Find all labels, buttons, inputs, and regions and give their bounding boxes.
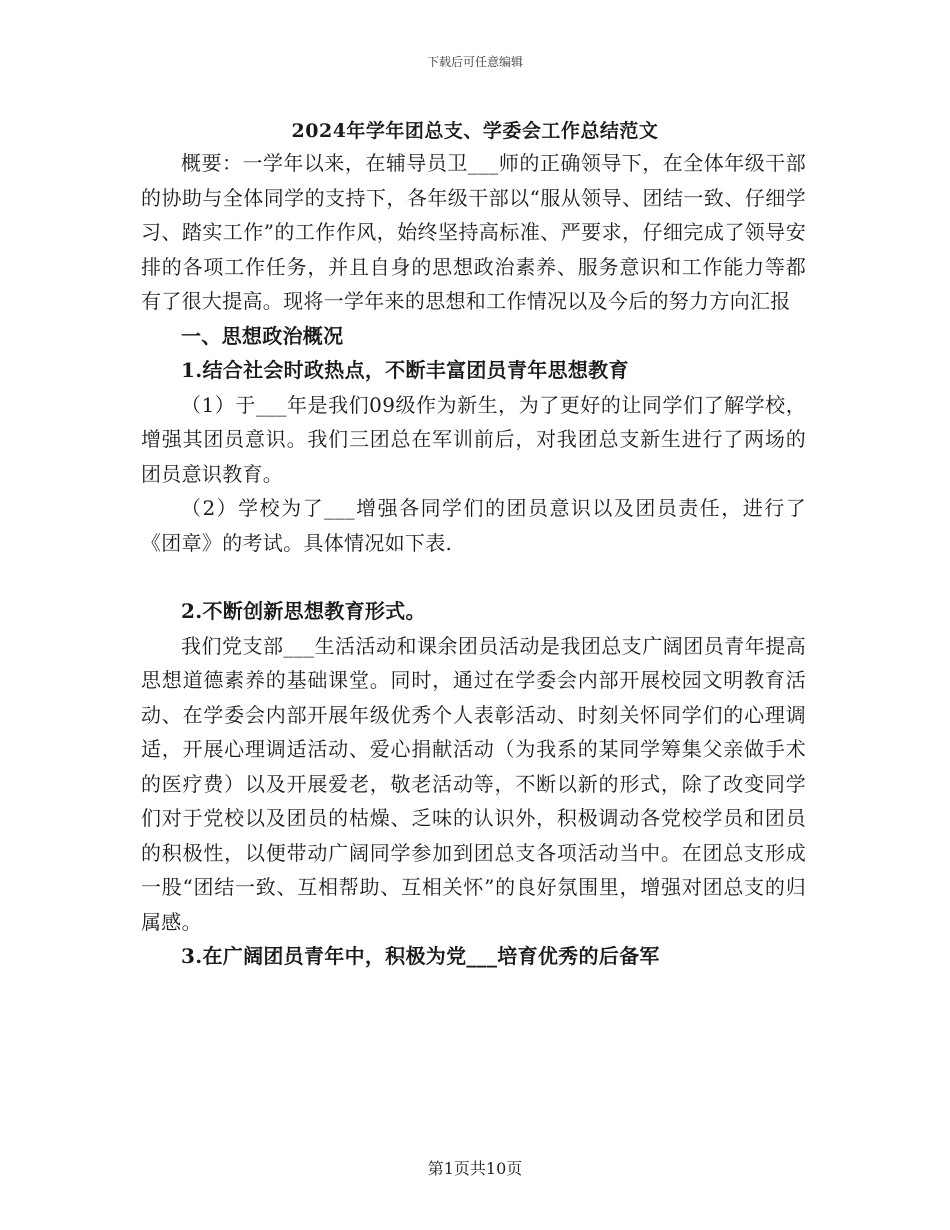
subheading-1: 1.结合社会时政热点，不断丰富团员青年思想教育: [181, 358, 629, 382]
spacer: [141, 560, 806, 594]
document-body: [141, 146, 806, 974]
body-paragraph-2: 我们党支部___生活活动和课余团员活动是我团总支广阔团员青年提高思想道德素养的基础课堂。同时，通过在学委会内部开展校园文明教育活动、在学委会内部开展年级优秀个人表彰活动、时刻关怀同学们的心理调适，开展心理调适活动、爱心捐献活动（为我系的某同学筹集父亲做手术的医疗费）以及开展爱老，敬老活动等，不断以新的形式，除了改变同学们对于党校以及团员的枯燥、乏味的认识外，积极调动各党校学员和团员的积极性，以便带动广阔同学参加到团总支各项活动当中。在团总支形成一股“团结一致、互相帮助、互相关怀”的良好氛围里，增强对团总支的归属感。: [141, 633, 806, 934]
item-paragraph-1: （1）于___年是我们09级作为新生，为了更好的让同学们了解学校，增强其团员意识。我们三团总在军训前后，对我团总支新生进行了两场的团员意识教育。: [141, 392, 806, 486]
document-title: 2024年学年团总支、学委会工作总结范文: [291, 120, 659, 142]
subheading-3: 3.在广阔团员青年中，积极为党___培育优秀的后备军: [181, 944, 660, 968]
summary-paragraph: 概要：一学年以来，在辅导员卫___师的正确领导下，在全体年级干部的协助与全体同学的支持下，各年级干部以“服从领导、团结一致、仔细学习、踏实工作”的工作作风，始终坚持高标准、严要求，仔细完成了领导安排的各项工作任务，并且自身的思想政治素养、服务意识和工作能力等都有了很大提高。现将一学年来的思想和工作情况以及今后的努力方向汇报: [141, 151, 806, 313]
item-paragraph-2: （2）学校为了___增强各同学们的团员意识以及团员责任，进行了《团章》的考试。具体情况如下表.: [141, 496, 806, 555]
section-heading-1: 一、思想政治概况: [181, 323, 344, 348]
subheading-2: 2.不断创新思想教育形式。: [181, 599, 426, 623]
page-header: 下载后可任意编辑: [426, 55, 523, 69]
page-footer: 第1页共10页: [427, 1159, 523, 1178]
